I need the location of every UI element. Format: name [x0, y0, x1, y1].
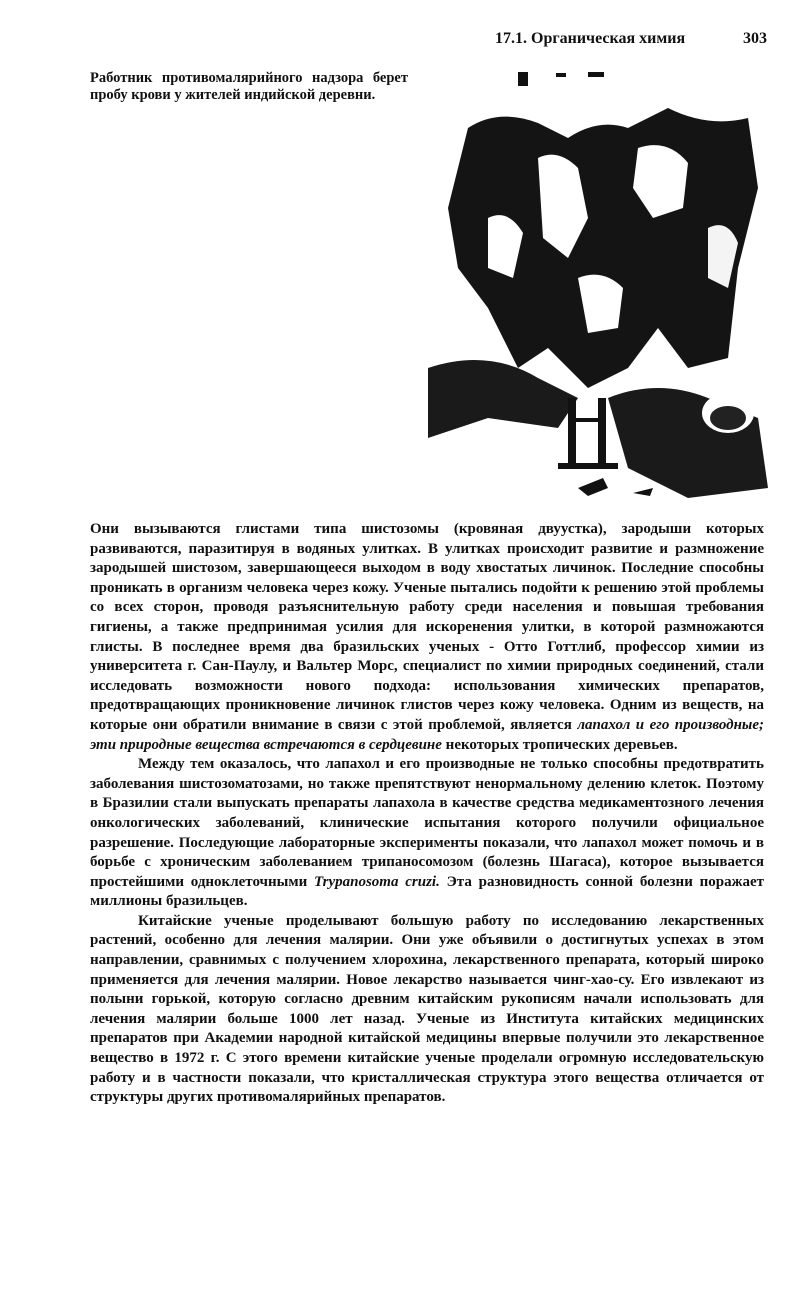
- section-title: 17.1. Органическая химия: [495, 30, 686, 47]
- italic-phrase: лапахол и его производные; эти природные вещества встречаются в сердцевине: [90, 716, 764, 753]
- paragraph-2: Между тем оказалось, что лапахол и его производные не только способны предотвратить заболевания шистозоматозами, но также препятствуют ненормальному делению клеток. Поэтому в Бразилии стали выпускать препараты лапахола в качестве средства медикаментозного лечения онкологических заболеваний, клинические испытания которого получили официальное разрешение. Последующие лабораторные эксперименты показали, что лапахол может помочь и в борьбе с хроническим заболеванием трипаносомозом (болезнь Шагаса), которое вызывается простейшими одноклеточными Trypanosoma cruzi. Эта разновидность сонной болезни поражает миллионы бразильцев.: [90, 756, 764, 910]
- body-text: [90, 520, 764, 1108]
- page-number: 303: [743, 30, 767, 47]
- species-name: Trypanosoma cruzi.: [314, 873, 440, 890]
- paragraph-3: Китайские ученые проделывают большую работу по исследованию лекарственных растений, особенно для лечения малярии. Они уже объявили о достигнутых успехах в этом направлении, сравнимых с получением хлорохина, лекарственного препарата, который широко применяется для лечения малярии. Новое лекарство называется чинг-хао-су. Его извлекают из полыни горькой, которую согласно древним китайским рукописям начали использовать для лечения малярии больше 1000 лет назад. Ученые из Института китайских медицинских препаратов при Академии народной китайской медицины впервые получили это лекарственное вещество в 1972 г. С этого времени китайские ученые проделали огромную исследовательскую работу и в частности показали, что кристаллическая структура этого вещества отличается от структуры других противомалярийных препаратов.: [90, 912, 764, 1106]
- running-header: [495, 30, 767, 52]
- paragraph-1: Они вызываются глистами типа шистозомы (кровяная двуустка), зародыши которых развиваются, паразитируя в водяных улитках. В улитках происходит развитие и размножение зародышей шистозом, завершающееся выходом в воду хвостатых личинок. Последние способны проникать в организм человека через кожу. Ученые пытались подойти к решению этой проблемы со всех сторон, проводя разъяснительную работу среди населения и повышая требования гигиены, а также предпринимая усилия для искоренения улитки, в которой размножаются глисты. В последнее время два бразильских ученых - Отто Готтлиб, профессор химии из университета г. Сан-Паулу, и Вальтер Морс, специалист по химии природных соединений, стали исследовать возможности нового подхода: использования химических препаратов, предотвращающих проникновение личинок глистов через кожу человека. Одним из веществ, на которые они обратили внимание в связи с этой проблемой, является лапахол и его производные; эти природные вещества встречаются в сердцевине некоторых тропических деревьев.: [90, 521, 764, 753]
- figure-caption: Работник противомалярийного надзора берет пробу крови у жителей индийской деревни.: [90, 70, 408, 103]
- photo-blood-sampling: [428, 68, 768, 508]
